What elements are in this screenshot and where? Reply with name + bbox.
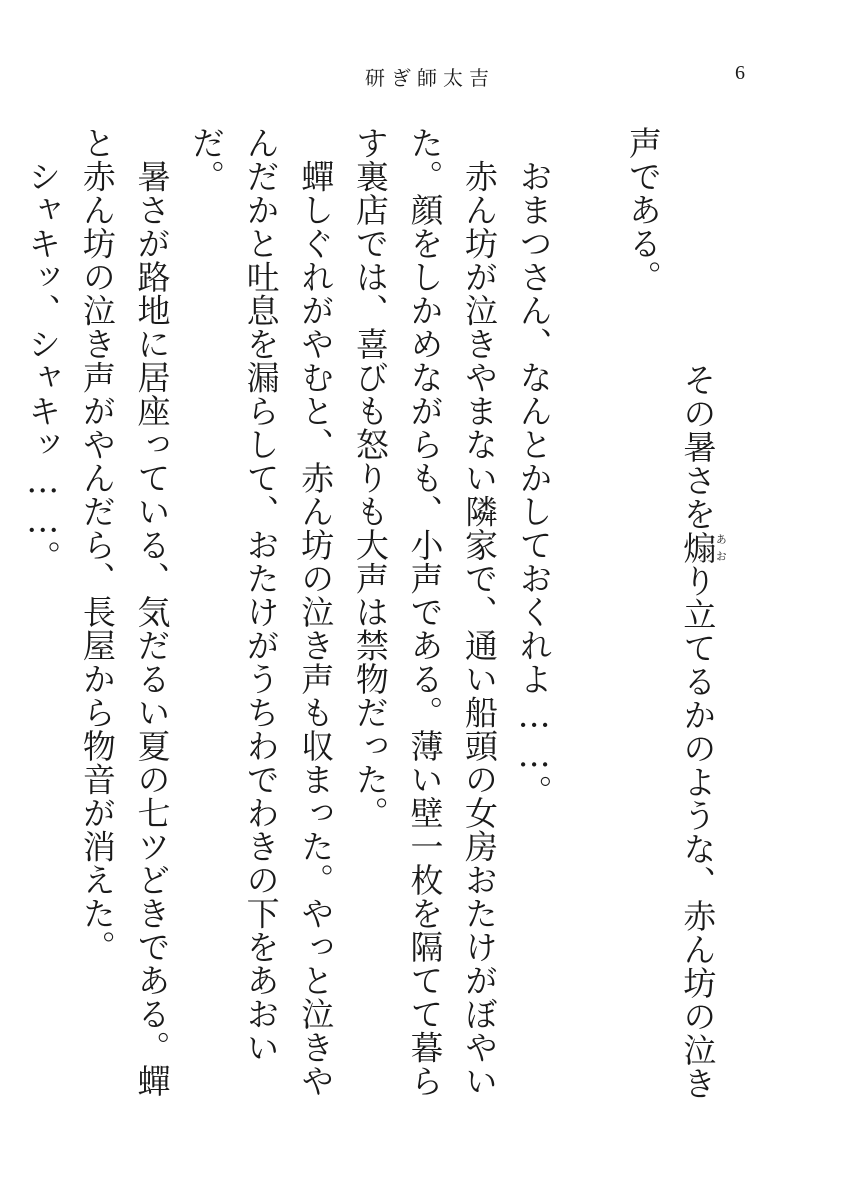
paragraph [69, 126, 178, 1126]
page-number: 6 [735, 62, 745, 84]
ruby-word [678, 530, 728, 565]
running-title: 研ぎ師太吉 [365, 66, 495, 90]
text-run: 蟬しぐれがやむと、赤ん坊の泣き声も収まった。やっと泣きやんだかと吐息を漏らして、おたけがうちわでわきの下をあおいだ。 [187, 126, 336, 1098]
text-run: おまつさん、なんとかしておくれよ……。 [514, 159, 554, 808]
paragraph [178, 126, 342, 1126]
text-run: 赤ん坊が泣きやまない隣家で、通い船頭の女房おたけがぼやいた。顔をしかめながらも、小声である。薄い壁一枚を隔てて暮らす裏店では、喜びも怒りも大声は禁物だった。 [350, 126, 500, 1098]
paragraph [342, 126, 506, 1126]
paragraph [15, 126, 70, 1126]
text-run: その暑さを [678, 363, 718, 531]
text-run: 暑さが路地に居座っている、気だるい夏の七ツどきである。蟬と赤ん坊の泣き声がやんだら、長屋から物音が消えた。 [77, 126, 172, 1098]
paragraph [561, 126, 779, 1126]
ruby-base: 煽 [678, 530, 718, 564]
text-run: り立てるかのような、赤ん坊の泣き声である。 [623, 126, 718, 1100]
paragraph [0, 126, 15, 1126]
vertical-text-body [0, 126, 779, 1126]
ruby-reading: あお [714, 530, 728, 564]
text-run: シャキッ、シャキッ……。 [23, 159, 63, 574]
paragraph [506, 126, 561, 1126]
